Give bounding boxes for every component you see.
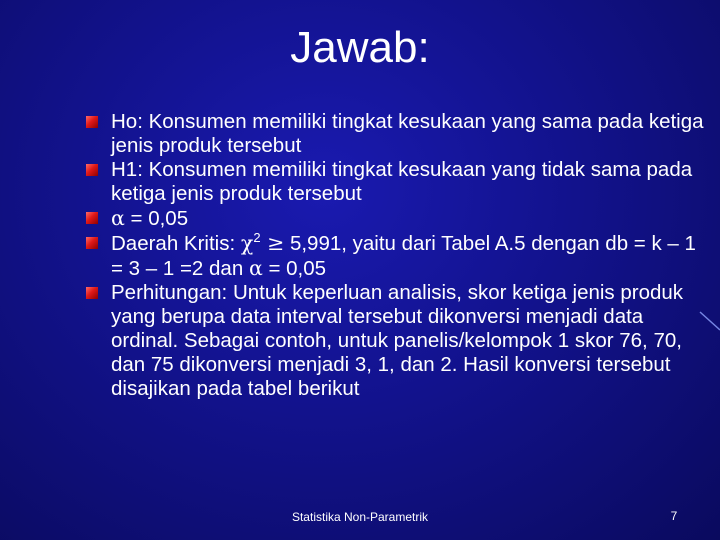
bullet-hypothesis-null <box>86 110 706 158</box>
greater-equal-symbol: ≥ <box>260 231 285 255</box>
bullet-text-prefix: Daerah Kritis: <box>111 232 241 255</box>
bullet-list <box>86 110 706 401</box>
bullet-text: Perhitungan: Untuk keperluan analisis, skor ketiga jenis produk yang berupa data interval tersebut dikonversi menjadi data ordinal. Sebagai contoh, untuk panelis/kelompok 1 skor 76, 70, dan 75 dikonversi menjadi 3, 1, dan 2. Hasil konversi tersebut disajikan pada tabel berikut <box>111 281 684 400</box>
bullet-alpha <box>86 206 706 231</box>
bullet-calculation <box>86 281 706 401</box>
bullet-text-end: = 0,05 <box>262 257 327 280</box>
bullet-text: = 0,05 <box>124 207 189 230</box>
bullet-critical-region <box>86 231 706 281</box>
bullet-text: 5,991, yaitu dari Tabel A.5 dengan db = k – 1 = 3 – 1 =2 dan <box>111 232 696 280</box>
superscript-two: 2 <box>253 230 261 246</box>
chi-symbol: χ <box>240 231 254 255</box>
alpha-symbol: α <box>248 256 263 280</box>
slide-title: Jawab: <box>290 23 430 72</box>
bullet-text: Ho: Konsumen memiliki tingkat kesukaan yang sama pada ketiga jenis produk tersebut <box>111 110 704 157</box>
square-bullet-icon <box>86 164 98 176</box>
slide-footer: Statistika Non-Parametrik <box>291 510 429 524</box>
page-number: 7 <box>670 509 678 523</box>
square-bullet-icon <box>86 287 98 299</box>
bullet-hypothesis-alternative <box>86 158 706 206</box>
alpha-symbol: α <box>111 206 125 230</box>
bullet-text: H1: Konsumen memiliki tingkat kesukaan yang tidak sama pada ketiga jenis produk tersebut <box>111 158 693 205</box>
square-bullet-icon <box>86 116 98 128</box>
square-bullet-icon <box>86 212 98 224</box>
square-bullet-icon <box>86 237 98 249</box>
